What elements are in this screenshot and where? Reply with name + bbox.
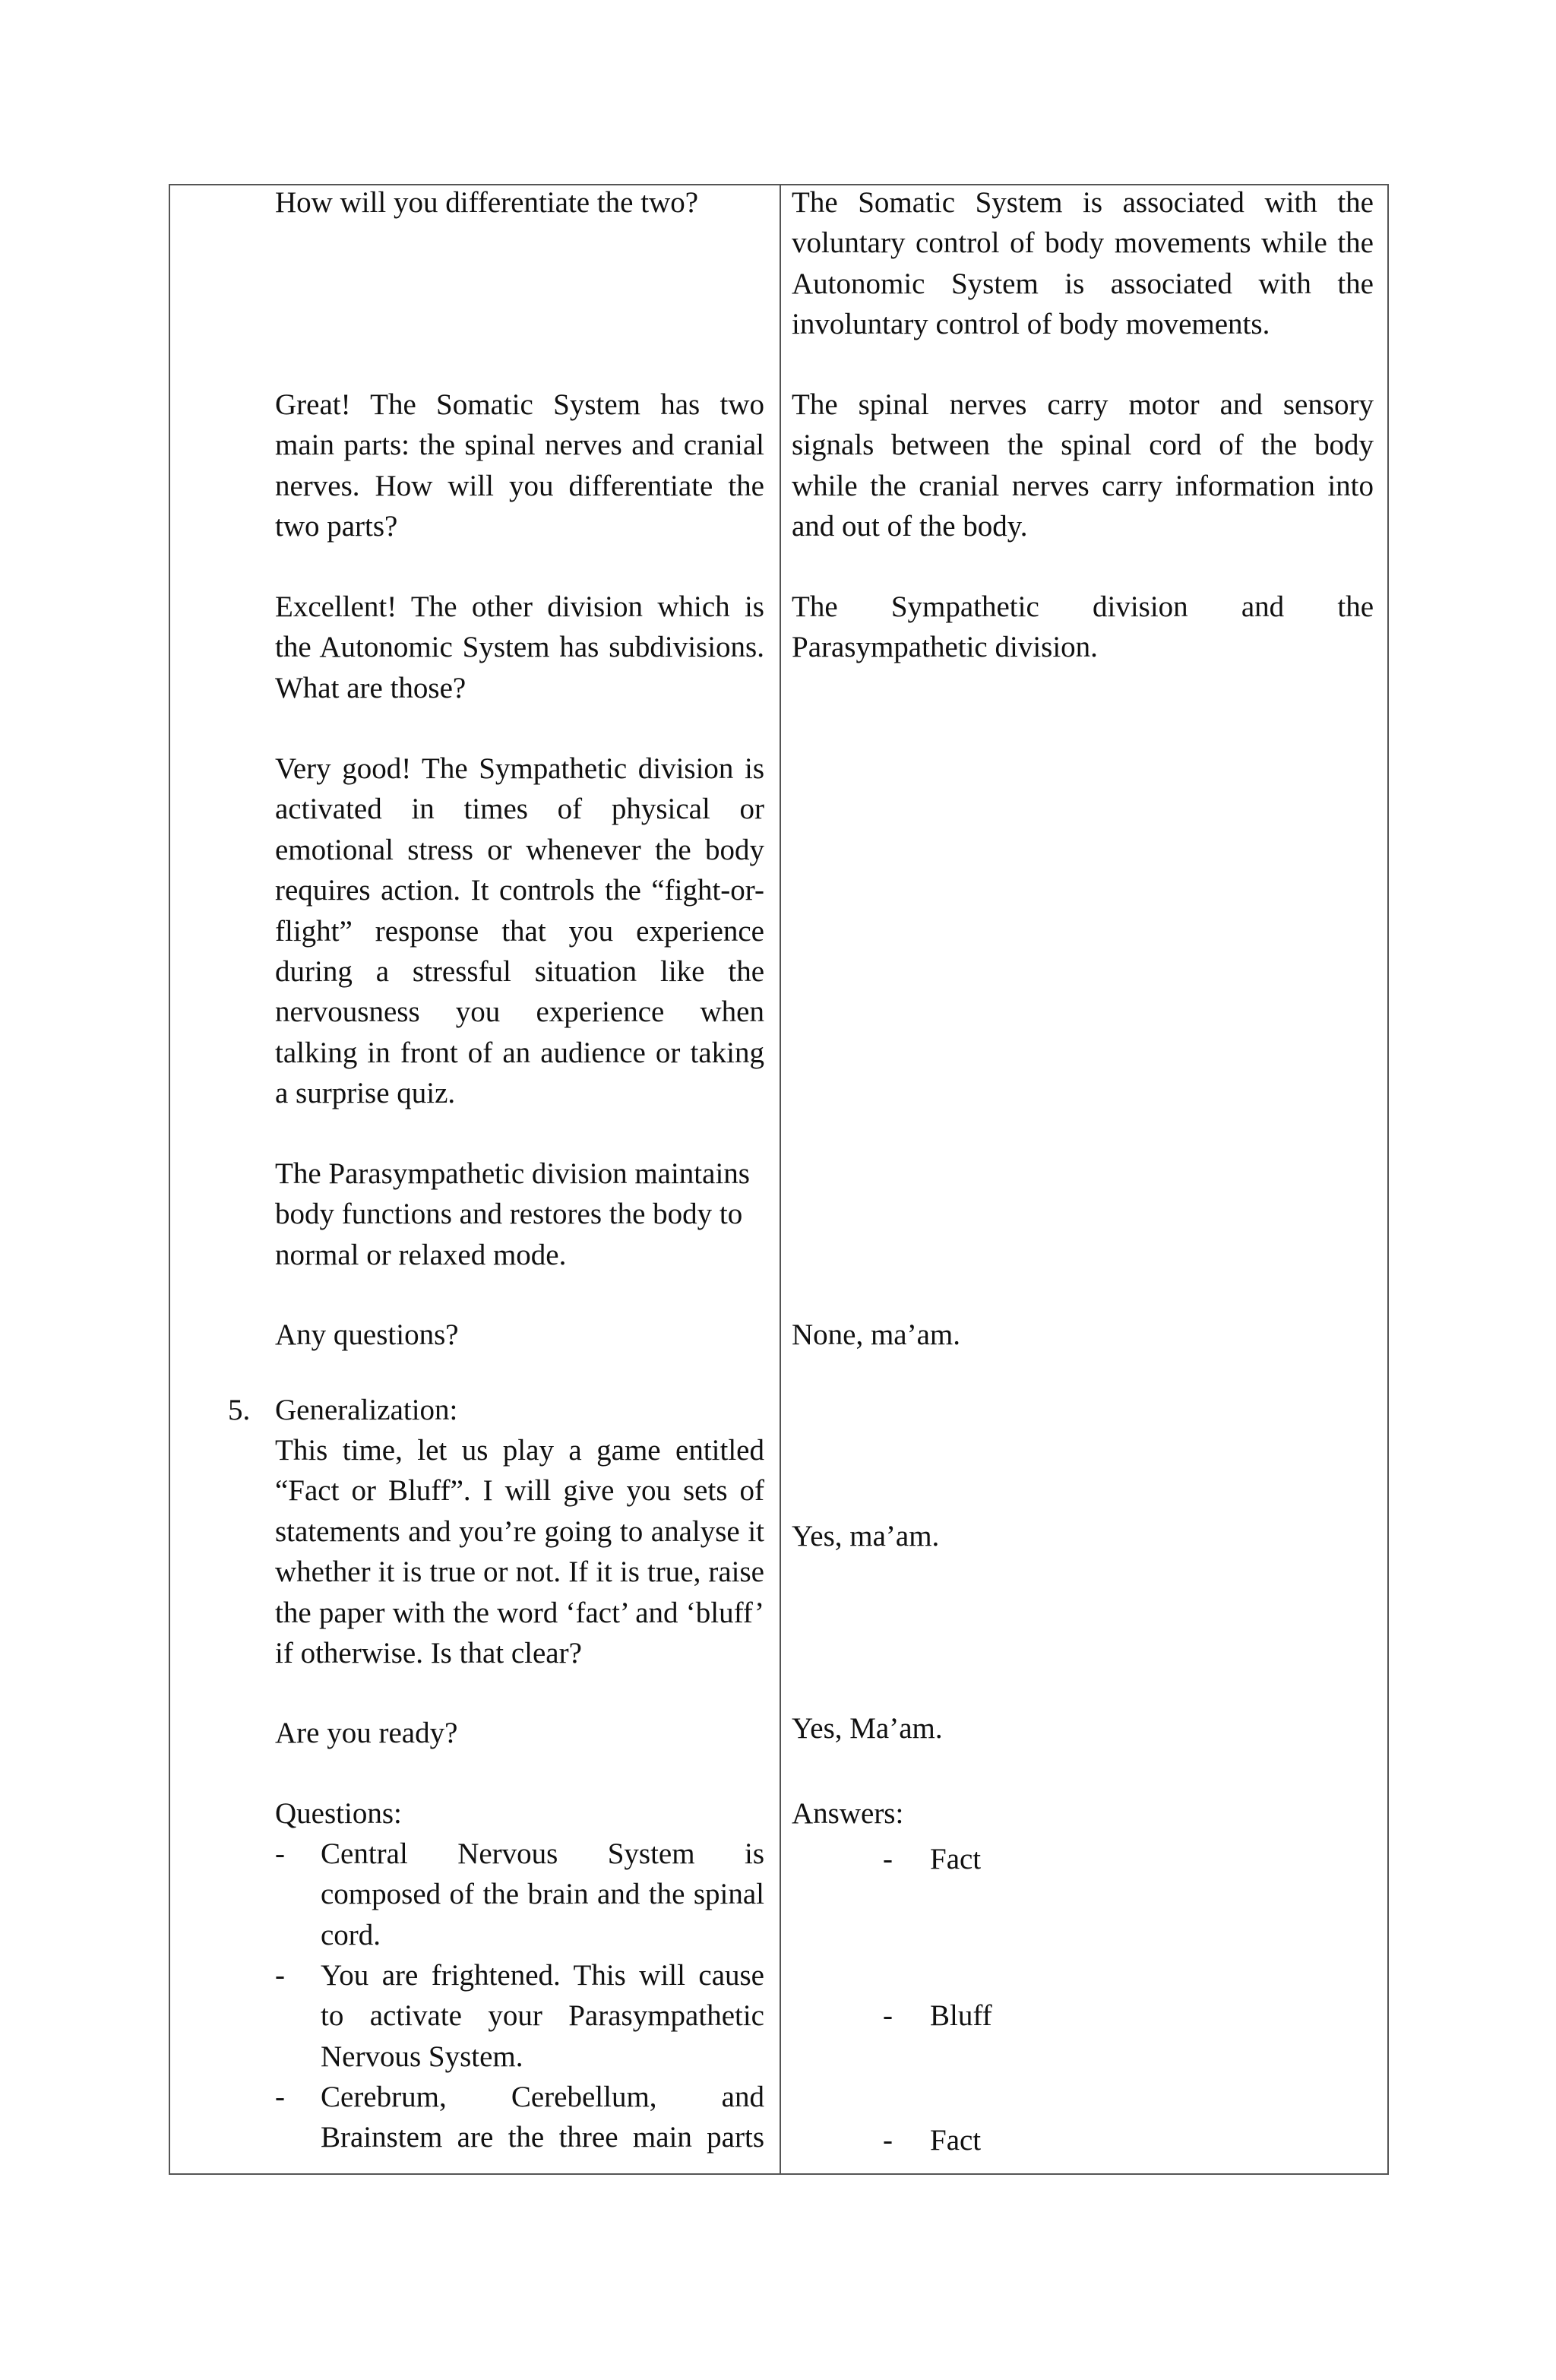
teacher-paragraph-somatic-parts: Great! The Somatic System has two main parts: the spinal nerves and cranial nerves. How will you differentiate the two parts?	[275, 388, 764, 543]
question-item: You are frightened. This will cause to activate your Parasympathetic Nervous System.	[321, 1959, 764, 2073]
answers-label: Answers:	[792, 1797, 904, 1830]
generalization-number: 5.	[228, 1394, 251, 1426]
question-bullet: -	[275, 1959, 285, 1992]
student-answer-none: None, ma’am.	[792, 1318, 961, 1351]
teacher-question-ready: Are you ready?	[275, 1717, 458, 1749]
teacher-paragraph-autonomic: Excellent! The other division which is the Autonomic System has subdivisions. What are those?	[275, 590, 764, 704]
answer-bullet: -	[883, 1843, 893, 1875]
generalization-heading: Generalization:	[275, 1394, 458, 1426]
answer-item: Fact	[930, 2124, 982, 2157]
answer-item: Fact	[930, 1843, 982, 1875]
answer-bullet: -	[883, 1999, 893, 2032]
student-answer-somatic-autonomic: The Somatic System is associated with the voluntary control of body movements while the Autonomic System is associated with the involuntary control of body movements.	[792, 186, 1374, 341]
question-bullet: -	[275, 2081, 285, 2113]
teacher-question-differentiate: How will you differentiate the two?	[275, 186, 699, 219]
student-answer-yes-ready: Yes, Ma’am.	[792, 1712, 943, 1745]
question-item: Central Nervous System is composed of the brain and the spinal cord.	[321, 1837, 764, 1951]
student-answer-divisions: The Sympathetic division and the Parasympathetic division.	[792, 590, 1374, 664]
teacher-paragraph-parasympathetic: The Parasympathetic division maintains body functions and restores the body to normal or relaxed mode.	[275, 1157, 750, 1271]
student-answer-spinal-cranial: The spinal nerves carry motor and sensory signals between the spinal cord of the body while the cranial nerves carry information into and out of the body.	[792, 388, 1374, 543]
question-bullet: -	[275, 1837, 285, 1870]
student-answer-yes: Yes, ma’am.	[792, 1520, 940, 1552]
teacher-paragraph-sympathetic: Very good! The Sympathetic division is activated in times of physical or emotional stress or whenever the body requires action. It controls the “fight-or-flight” response that you experience during a stressful situation like the nervousness you experience when talking in front of an audience or taking a surprise quiz.	[275, 752, 764, 1110]
answer-bullet: -	[883, 2124, 893, 2157]
teacher-paragraph-game: This time, let us play a game entitled “Fact or Bluff”. I will give you sets of statements and you’re going to analyse it whether it is true or not. If it is true, raise the paper with the word ‘fact’ and ‘bluff’ if otherwise. Is that clear?	[275, 1434, 764, 1670]
teacher-question-any: Any questions?	[275, 1318, 459, 1351]
questions-label: Questions:	[275, 1797, 402, 1830]
question-item: Cerebrum, Cerebellum, and Brainstem are the three main parts	[321, 2081, 764, 2154]
answer-item: Bluff	[930, 1999, 992, 2032]
column-divider	[780, 184, 781, 2175]
